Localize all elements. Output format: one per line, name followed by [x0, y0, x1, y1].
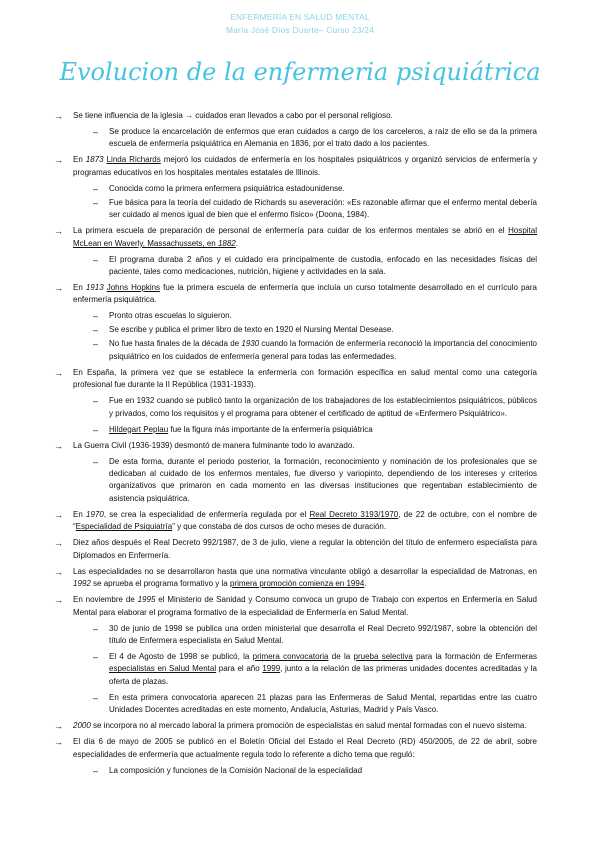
- text-run: El 4 de Agosto de 1998 se publicó, la: [109, 651, 253, 661]
- sub-list-item: [93, 395, 537, 420]
- sub-list-item: [93, 126, 537, 151]
- sub-list-item: [93, 651, 538, 688]
- text-run: Fue en 1932 cuando se publicó tanto la organización de los trabajadores de los establecimientos psiquiátricos, públicos y privados, como los requisitos y el programa para obtener el certificado de aptitud de «Enfermero Psiquiátrico».: [109, 396, 537, 418]
- text-run: fue la primera escuela de enfermería que incluía un curso totalmente desarrollado en el currículo para enfermería psiquiátrica.: [73, 283, 537, 305]
- text-run: La primera escuela de preparación de personal de enfermería para cuidar de los enfermos mentales se abrió en el: [73, 226, 509, 236]
- list-item: [54, 110, 537, 122]
- text-run: , de 22 de octubre, con el nombre de “: [73, 509, 537, 532]
- text-run: 1882: [217, 238, 236, 248]
- sub-list-item: [93, 623, 537, 648]
- dash-bullet-icon: –: [93, 311, 99, 322]
- text-run: En noviembre de: [73, 595, 138, 605]
- text-run: En: [73, 509, 87, 519]
- text-run: Especialidad de Psiquiatría: [75, 522, 173, 532]
- text-run: .: [235, 238, 238, 248]
- text-run: prueba selectiva: [353, 651, 413, 661]
- text-run: primera convocatoria: [252, 651, 329, 661]
- text-run: el Ministerio de Sanidad y Consumo convoca un grupo de Trabajo con expertos en Enfermería en Salud Mental para elaborar el programa formativo de la especialidad de Enfermería en Salud Mental.: [73, 595, 538, 617]
- text-run: Diez años después el Real Decreto 992/1987, de 3 de julio, viene a regular la obtención del título de enfermero especialista para Diplomados en Enfermería.: [73, 538, 537, 560]
- text-run: Hildegart Peplau: [109, 424, 169, 434]
- text-run: 1999: [262, 664, 281, 674]
- sub-list-item: [93, 324, 537, 336]
- arrow-bullet-icon: →: [54, 226, 63, 237]
- sub-list-item: [93, 197, 537, 222]
- text-run: 30 de junio de 1998 se publica una orden ministerial que desarrolla el Real Decreto 992/1987, sobre la obtención del título de Enfermera especialista en Salud Mental.: [109, 623, 537, 645]
- list-item: [54, 440, 537, 452]
- text-run: , se crea la especialidad de enfermería regulada por el: [103, 509, 310, 519]
- text-run: Linda Richards: [106, 155, 161, 165]
- arrow-bullet-icon: →: [54, 566, 63, 577]
- text-run: En: [73, 283, 86, 293]
- text-run: 2000: [73, 721, 91, 731]
- document-body: [0, 110, 600, 781]
- dash-bullet-icon: –: [93, 424, 99, 435]
- list-item: [54, 282, 537, 307]
- text-run: Hospital McLean en Waverly, Massachussets, en: [73, 226, 537, 248]
- list-item: [54, 509, 537, 534]
- list-item: [54, 720, 537, 732]
- dash-bullet-icon: –: [93, 325, 99, 336]
- text-run: Conocida como la primera enfermera psiquiátrica estadounidense.: [109, 183, 345, 193]
- list-item: [54, 367, 537, 392]
- dash-bullet-icon: –: [93, 692, 99, 703]
- list-item: [54, 537, 537, 562]
- text-run: La Guerra Civil (1936-1939) desmontó de manera fulminante todo lo avanzado.: [73, 440, 355, 450]
- text-run: Real Decreto 3193/1970: [309, 509, 399, 519]
- arrow-bullet-icon: →: [54, 538, 63, 549]
- text-run: La composición y funciones de la Comisión Nacional de la especialidad: [109, 765, 363, 775]
- text-run: En España, la primera vez que se establece la enfermería con formación específica en salud mental como una categoría profesional fue durante la II República (1931-1933).: [73, 367, 537, 390]
- text-run: El programa duraba 2 años y el cuidado era principalmente de custodia, enfocado en las necesidades físicas del paciente, tales como medicaciones, nutrición, higiene y actividades en la sala.: [109, 254, 537, 277]
- sub-list-item: [93, 338, 538, 363]
- sub-list-item: [93, 424, 537, 436]
- text-run: Se tiene influencia de la iglesia → cuidados eran llevados a cabo por el personal religioso.: [73, 111, 393, 120]
- text-run: En esta primera convocatoria aparecen 21 plazas para las Enfermeras de Salud Mental, repartidas entre las cuatro Unidades Docentes acreditadas en este momento, Andalucía, Asturias, Madrid y País Vasco.: [109, 692, 537, 715]
- dash-bullet-icon: –: [93, 254, 99, 265]
- header-author-course: María José Díos Duarte– Curso 23/24: [225, 25, 375, 35]
- arrow-bullet-icon: →: [54, 595, 63, 606]
- text-run: se aprueba el programa formativo y la: [90, 579, 230, 589]
- dash-bullet-icon: –: [93, 651, 99, 662]
- text-run: fue la figura más importante de la enfermería psiquiátrica: [168, 424, 373, 434]
- sub-list-item: [93, 254, 537, 279]
- text-run: .: [364, 579, 367, 589]
- dash-bullet-icon: –: [93, 456, 99, 467]
- dash-bullet-icon: –: [93, 197, 99, 208]
- text-run: mejoró los cuidados de enfermería en los hospitales psiquiátricos y organizó servicios de enfermería y programas educativos en los hospitales mentales estatales de Illinois.: [73, 155, 537, 177]
- text-run: Fue básica para la teoría del cuidado de Richards su aseveración: «Es razonable afirmar que el enfermo mental debería ser cuidado al menos igual de bien que el enfermo físico» (Doona, 1984).: [109, 197, 537, 220]
- text-run: 1970: [86, 509, 104, 519]
- text-run: ” y que constaba de dos cursos de ocho meses de duración.: [172, 522, 387, 532]
- arrow-bullet-icon: →: [54, 367, 63, 378]
- sub-list-item: [93, 183, 537, 195]
- arrow-bullet-icon: →: [54, 721, 63, 732]
- arrow-bullet-icon: →: [54, 509, 63, 520]
- arrow-bullet-icon: →: [54, 283, 63, 294]
- text-run: , junto a la relación de las primeras unidades docentes acreditadas y la oferta de plazas.: [109, 664, 538, 686]
- dash-bullet-icon: –: [93, 339, 99, 350]
- text-run: primera promoción comienza en 1994: [229, 579, 365, 589]
- dash-bullet-icon: –: [93, 127, 99, 137]
- text-run: cuando la formación de enfermería reconoció la importancia del conocimiento psiquiátrico en los cuidados de enfermería general para todas las enfermedades.: [109, 339, 538, 361]
- text-run: Se produce la encarcelación de enfermos que eran cuidados a cargo de los carceleros, a raíz de ello se da la primera escuela de enfermería psiquiátrica en Alemania en 1836, por el trato dado a los pacientes.: [109, 127, 537, 149]
- text-run: 1913: [85, 283, 104, 293]
- text-run: Pronto otras escuelas lo siguieron.: [109, 311, 232, 321]
- page-title: Evolucion de la enfermeria psiquiátrica: [59, 58, 541, 86]
- text-run: especialistas en Salud Mental: [109, 664, 217, 674]
- header-course-title: ENFERMERÍA EN SALUD MENTAL: [230, 12, 370, 22]
- sub-list-item: [93, 765, 537, 777]
- text-run: se incorpora no al mercado laboral la primera promoción de especialistas en salud mental formadas con el nuevo sistema.: [90, 721, 527, 731]
- text-run: En: [73, 155, 86, 165]
- sub-list-item: [93, 692, 537, 717]
- dash-bullet-icon: –: [93, 183, 99, 194]
- text-run: para la formación de Enfermeras: [412, 651, 538, 661]
- text-run: Se escribe y publica el primer libro de texto en 1920 el Nursing Mental Desease.: [109, 325, 394, 335]
- text-run: De esta forma, durante el periodo posterior, la formación, reconocimiento y nominación de los profesionales que se dedicaban al cuidado de los enfermos mentales, fue diverso y variopinto, dependiendo de los intereses y criterios organizativos que primaron en cada momento en las diversas instituciones que regentaban establecimiento de asistencia psiquiátrica.: [109, 456, 537, 503]
- dash-bullet-icon: –: [93, 765, 99, 776]
- list-item: [54, 154, 537, 179]
- text-run: para el año: [216, 664, 263, 674]
- list-item: [54, 736, 537, 761]
- text-run: No fue hasta finales de la década de: [109, 339, 242, 349]
- text-run: 1873: [85, 155, 104, 165]
- text-run: 1930: [241, 339, 260, 349]
- arrow-bullet-icon: →: [54, 111, 63, 121]
- text-run: Johns Hopkins: [106, 283, 161, 293]
- text-run: 1992: [73, 579, 91, 589]
- arrow-bullet-icon: →: [54, 737, 63, 748]
- sub-list-item: [93, 310, 537, 322]
- arrow-bullet-icon: →: [54, 440, 63, 451]
- text-run: Las especialidades no se desarrollaron hasta que una normativa vinculante obligó a desarrollar la especialidad de Matronas, en: [73, 566, 537, 576]
- arrow-bullet-icon: →: [54, 155, 63, 166]
- dash-bullet-icon: –: [93, 396, 99, 407]
- list-item: [54, 566, 537, 591]
- text-run: de la: [328, 651, 354, 661]
- text-run: El día 6 de mayo de 2005 se publicó en el Boletín Oficial del Estado el Real Decreto (RD) 450/2005, de 22 de abril, sobre especialidades de enfermería que actualmente regula todo lo referente a dicho tema que reguló:: [73, 737, 537, 759]
- text-run: 1995: [137, 595, 156, 605]
- dash-bullet-icon: –: [93, 623, 99, 634]
- list-item: [54, 225, 537, 250]
- list-item: [54, 594, 538, 619]
- sub-list-item: [93, 456, 537, 506]
